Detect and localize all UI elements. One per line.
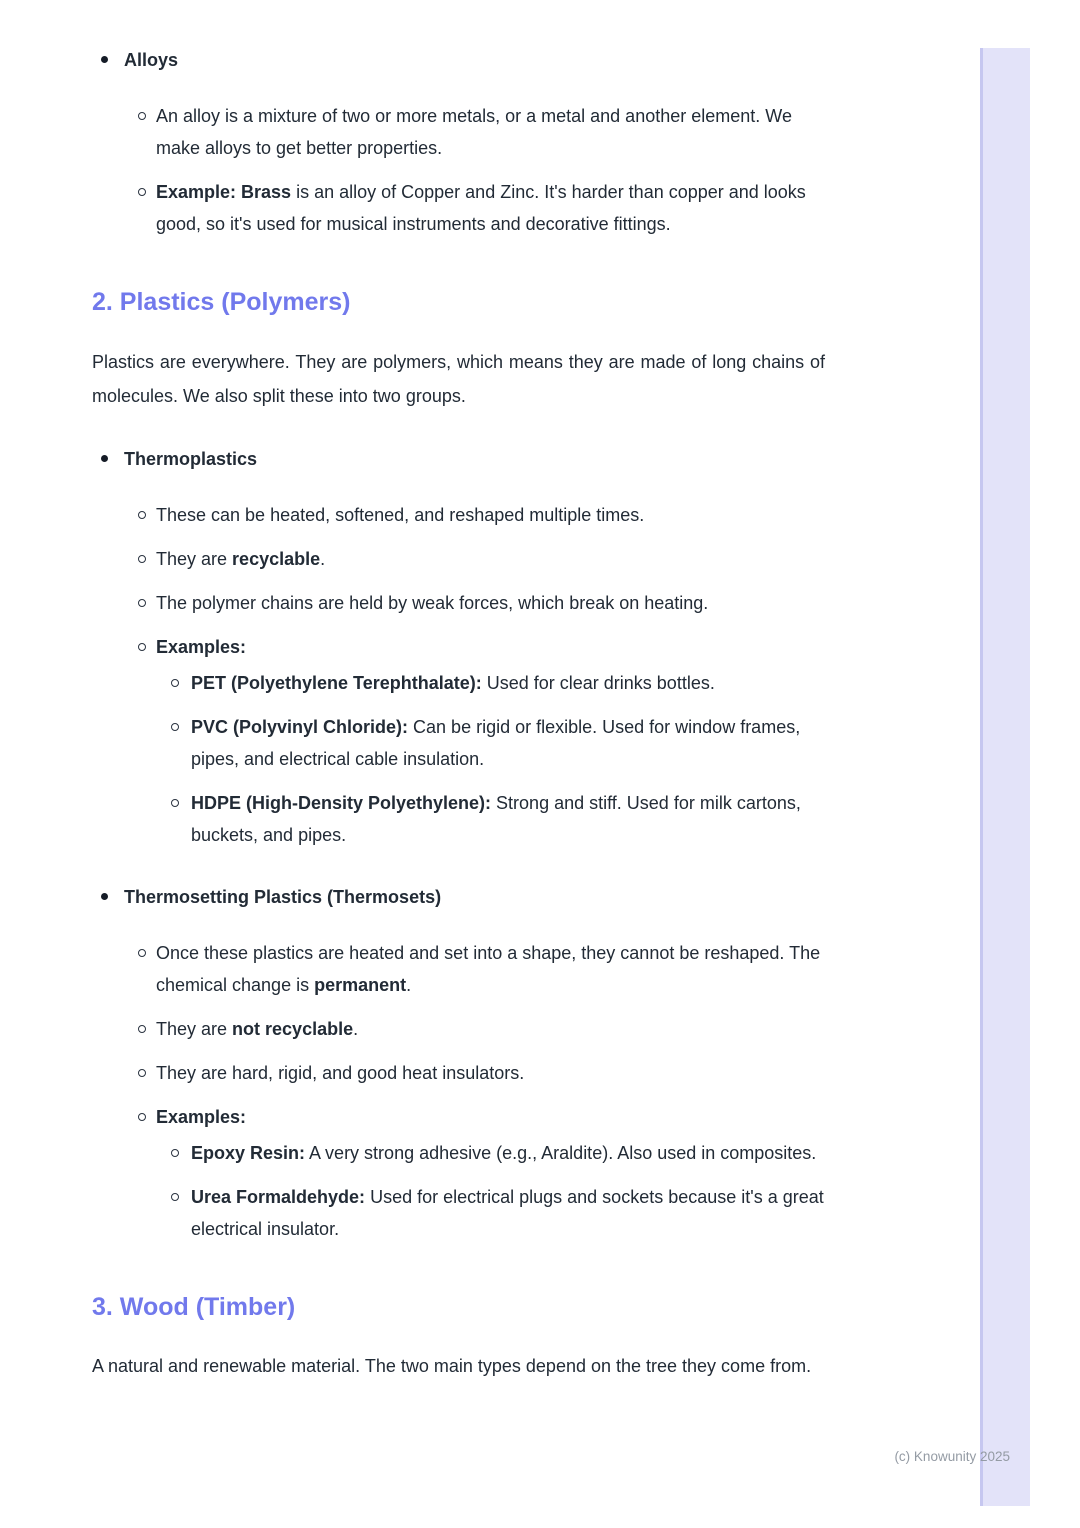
bullet-circle-icon: [171, 679, 179, 687]
plastics-intro-paragraph: Plastics are everywhere. They are polymers, which means they are made of long chains of molecules. We also split these into two groups.: [92, 351, 825, 406]
thermosets-title: Thermosetting Plastics (Thermosets): [124, 886, 442, 907]
text-segment: .: [353, 1018, 359, 1039]
text-segment: They are: [156, 548, 233, 569]
list-item: [92, 1137, 825, 1169]
list-item-text: [156, 1101, 825, 1133]
list-item-text: [156, 100, 825, 164]
list-item-text: [156, 937, 825, 1001]
text-segment: Used for electrical plugs and sockets because it's a great electrical insulator.: [191, 1186, 824, 1239]
section-heading-plastics: 2. Plastics (Polymers): [92, 288, 351, 316]
bullet-circle-icon: [138, 112, 146, 120]
bullet-circle-icon: [138, 599, 146, 607]
text-segment: Examples:: [156, 1106, 247, 1127]
text-segment: Examples:: [156, 636, 247, 657]
text-segment: An alloy is a mixture of two or more metals, or a metal and another element. We make alloys to get better properties.: [156, 106, 792, 158]
list-item-text: [156, 1057, 825, 1089]
text-segment: Epoxy Resin:: [191, 1142, 306, 1163]
text-segment: Can be rigid or flexible. Used for window frames, pipes, and electrical cable insulation.: [191, 716, 801, 769]
text-segment: .: [406, 974, 412, 995]
list-item-text: [124, 443, 825, 475]
text-segment: recyclable: [232, 548, 321, 569]
list-item: [92, 1013, 825, 1045]
bullet-circle-icon: [138, 1113, 146, 1121]
list-item-text: [191, 1181, 825, 1245]
list-item: [92, 787, 825, 851]
text-segment: PVC (Polyvinyl Chloride):: [191, 716, 409, 737]
list-item: [92, 631, 825, 663]
text-segment: They are hard, rigid, and good heat insulators.: [156, 1062, 525, 1083]
scrollbar-track[interactable]: [980, 48, 1030, 1506]
text-segment: Example: Brass: [156, 182, 292, 202]
document-content: [92, 44, 825, 1411]
list-item-text: [191, 787, 825, 851]
text-segment: A very strong adhesive (e.g., Araldite). Also used in composites.: [305, 1142, 817, 1163]
list-item: [92, 587, 825, 619]
section-heading-wood: 3. Wood (Timber): [92, 1292, 296, 1321]
text-segment: They are: [156, 1018, 233, 1039]
list-item: [92, 937, 825, 1001]
bullet-circle-icon: [138, 555, 146, 563]
footer-copyright: (c) Knowunity 2025: [894, 1449, 1010, 1464]
text-segment: is an alloy of Copper and Zinc. It's harder than copper and looks good, so it's used for musical instruments and decorative fittings.: [156, 182, 806, 234]
list-item: [92, 1181, 825, 1245]
text-segment: HDPE (High-Density Polyethylene):: [191, 792, 492, 813]
bullet-circle-icon: [171, 799, 179, 807]
bullet-circle-icon: [138, 511, 146, 519]
list-item-text: [156, 1013, 825, 1045]
list-item: [92, 1101, 825, 1133]
text-segment: .: [320, 548, 326, 569]
list-item: [92, 1057, 825, 1089]
thermoplastics-title: Thermoplastics: [124, 448, 258, 469]
bullet-circle-icon: [138, 1025, 146, 1033]
list-item: [92, 499, 825, 531]
text-segment: not recyclable: [232, 1018, 354, 1039]
list-item-text: [124, 44, 825, 76]
text-segment: PET (Polyethylene Terephthalate):: [191, 672, 482, 693]
list-item-thermoplastics: [92, 443, 825, 475]
list-item-text: [156, 543, 825, 575]
alloys-title: Alloys: [124, 50, 179, 70]
list-item: [92, 100, 825, 164]
list-item-thermosets: [92, 881, 825, 913]
bullet-circle-icon: [171, 723, 179, 731]
text-segment: These can be heated, softened, and reshaped multiple times.: [156, 504, 645, 525]
list-item-text: [191, 667, 825, 699]
wood-intro-paragraph: A natural and renewable material. The two main types depend on the tree they come from.: [92, 1356, 812, 1376]
list-item-text: [156, 587, 825, 619]
bullet-disc-icon: [101, 893, 108, 900]
text-segment: Once these plastics are heated and set into a shape, they cannot be reshaped. The chemical change is: [156, 942, 821, 995]
bullet-circle-icon: [138, 643, 146, 651]
list-item-alloys: [92, 44, 825, 76]
text-segment: Used for clear drinks bottles.: [481, 672, 715, 693]
text-segment: Urea Formaldehyde:: [191, 1186, 366, 1207]
bullet-circle-icon: [171, 1193, 179, 1201]
list-item-text: [156, 499, 825, 531]
list-item-text: [156, 631, 825, 663]
list-item: [92, 667, 825, 699]
bullet-circle-icon: [138, 1069, 146, 1077]
bullet-disc-icon: [101, 56, 108, 63]
text-segment: Strong and stiff. Used for milk cartons, buckets, and pipes.: [191, 792, 801, 845]
bullet-circle-icon: [171, 1149, 179, 1157]
bullet-circle-icon: [138, 188, 146, 196]
list-item: [92, 543, 825, 575]
list-item-text: [191, 711, 825, 775]
bullet-circle-icon: [138, 949, 146, 957]
list-item-text: [191, 1137, 825, 1169]
text-segment: permanent: [314, 974, 407, 995]
list-item-text: [124, 881, 825, 913]
text-segment: The polymer chains are held by weak forces, which break on heating.: [156, 592, 709, 613]
list-item: [92, 711, 825, 775]
list-item-text: [156, 176, 825, 240]
bullet-disc-icon: [101, 455, 108, 462]
list-item: [92, 176, 825, 240]
